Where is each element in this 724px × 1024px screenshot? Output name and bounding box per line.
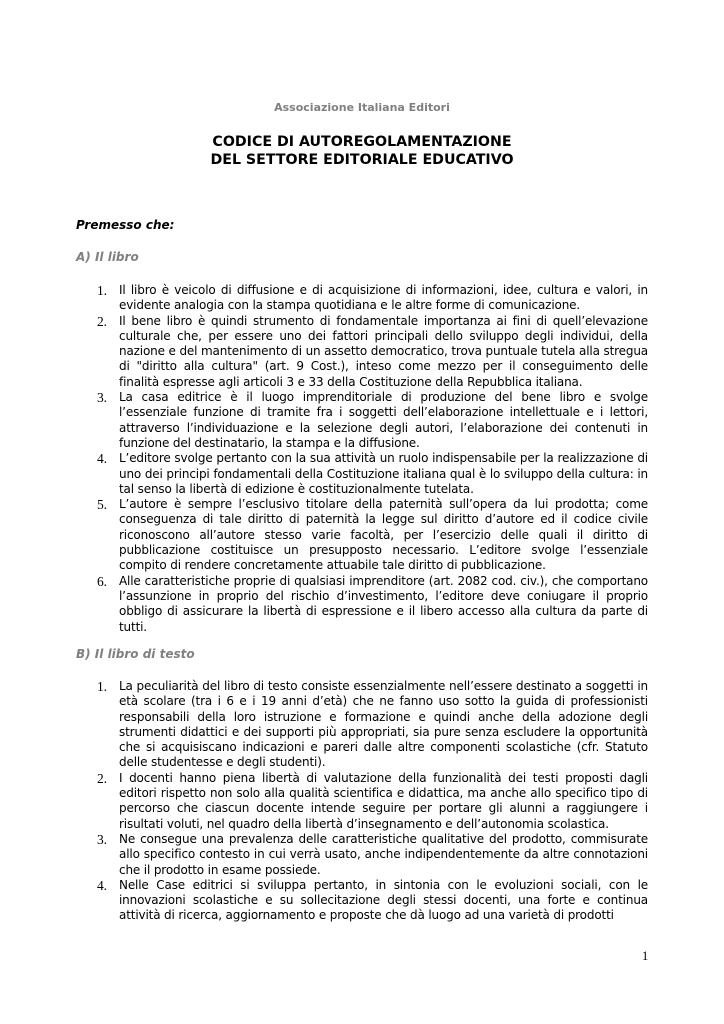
list-item: 4. L’editore svolge pertanto con la sua attività un ruolo indispensabile per la realizzazione di uno dei principi fondamentali della Costituzione italiana qual è lo sviluppo della cultura: in tal senso la libertà di edizione è costituzionalmente tutelata.: [97, 451, 648, 496]
page-number: 1: [642, 949, 649, 963]
list-item: 1. La peculiarità del libro di testo consiste essenzialmente nell’essere destinato a soggetti in età scolare (tra i 6 e i 19 anni d’età) che ne fanno uso sotto la guida di professionisti responsabili della loro istruzione e formazione e quindi anche della adozione degli strumenti didattici e dei supporti più appropriati, sia pure senza escludere la opportunità che si acquisiscano indicazioni e pareri dalle altre componenti scolastiche (cfr. Statuto delle studentesse e degli studenti).: [97, 679, 648, 770]
organization-name: Associazione Italiana Editori: [274, 101, 450, 114]
list-item: 3. Ne consegue una prevalenza delle caratteristiche qualitative del prodotto, commisurate allo specifico contesto in cui verrà usato, anche indipendentemente da altre connotazioni che il prodotto in esame possiede.: [97, 831, 648, 877]
list-item: 2. Il bene libro è quindi strumento di fondamentale importanza ai fini di quell’elevazione culturale che, per essere uno dei fattori principali dello sviluppo degli individui, della nazione e del mantenimento di un assetto democratico, trova puntuale tutela alla stregua di "diritto alla cultura" (art. 9 Cost.), inteso come mezzo per il conseguimento delle finalità espresse agli articoli 3 e 33 della Costituzione della Repubblica italiana.: [97, 313, 648, 389]
list-item: 2. I docenti hanno piena libertà di valutazione della funzionalità dei testi proposti dagli editori rispetto non solo alla qualità scientifica e didattica, ma anche allo specifico tipo di percorso che ciascun docente intende seguire per portare gli alunni a raggiungere i risultati voluti, nel quadro della libertà d’insegnamento e dell’autonomia scolastica.: [97, 770, 648, 831]
list-item: 6. Alle caratteristiche proprie di qualsiasi imprenditore (art. 2082 cod. civ.), che comportano l’assunzione in proprio del rischio d’investimento, l’editore deve coniugare il proprio obbligo di assicurare la libertà di espressione e il libero accesso alla cultura da parte di tutti.: [97, 573, 648, 634]
section-heading-a: A) Il libro: [76, 250, 139, 264]
title-line-2: DEL SETTORE EDITORIALE EDUCATIVO: [210, 152, 514, 168]
section-a-list: [0, 283, 724, 635]
premise-heading: Premesso che:: [76, 218, 175, 232]
list-item: 1. Il libro è veicolo di diffusione e di acquisizione di informazioni, idee, cultura e valori, in evidente analogia con la stampa quotidiana e le altre forme di comunicazione.: [97, 283, 648, 313]
list-item: 5. L’autore è sempre l’esclusivo titolare della paternità sull’opera da lui prodotta; come conseguenza di tale diritto di paternità la legge sul diritto d’autore ed il codice civile riconoscono all’autore stesso varie facoltà, per l’esercizio delle quali il diritto di pubblicazione costituisce un presupposto necessario. L’editore svolge l’essenziale compito di rendere concretamente attuabile tale diritto di pubblicazione.: [97, 497, 648, 573]
document-title: [0, 133, 724, 169]
section-heading-b: B) Il libro di testo: [76, 647, 195, 661]
list-item: 3. La casa editrice è il luogo imprenditoriale di produzione del bene libro e svolge l’essenziale funzione di tramite fra i soggetti dell’elaborazione intellettuale e i lettori, attraverso l’individuazione e la selezione degli autori, l’elaborazione dei contenuti in funzione del destinatario, la stampa e la diffusione.: [97, 390, 648, 450]
list-item: 4. Nelle Case editrici si sviluppa pertanto, in sintonia con le evoluzioni sociali, con le innovazioni scolastiche e su sollecitazione degli stessi docenti, una forte e continua attività di ricerca, aggiornamento e proposte che dà luogo ad una varietà di prodotti: [97, 877, 648, 923]
title-line-1: CODICE DI AUTOREGOLAMENTAZIONE: [212, 134, 512, 150]
section-b-list: [0, 679, 724, 924]
